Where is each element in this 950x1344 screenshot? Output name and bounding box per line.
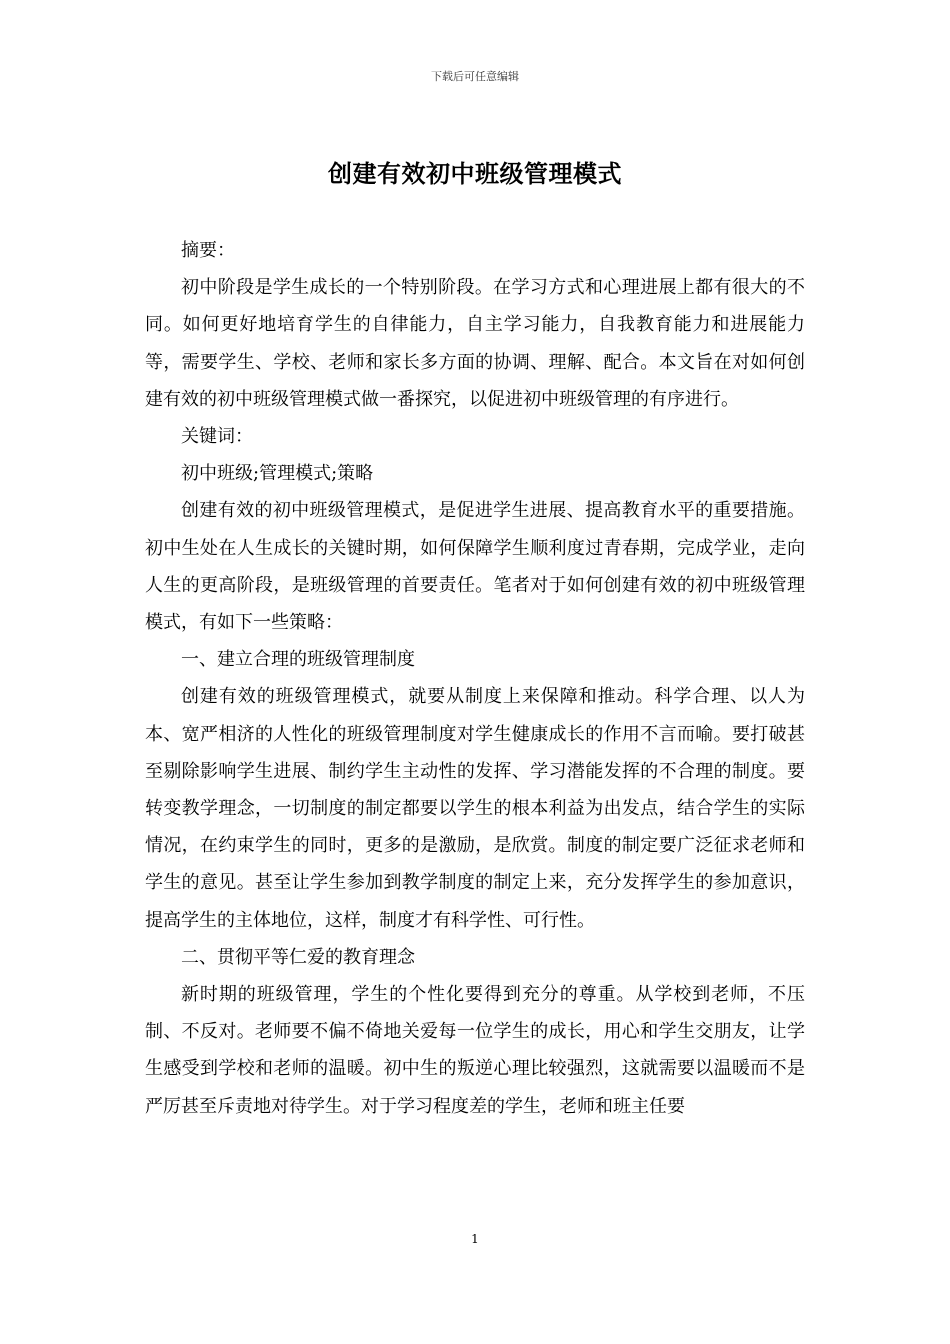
abstract-label: 摘要：: [181, 240, 235, 261]
keywords-label: 关键词：: [181, 426, 253, 448]
page-number: 1: [471, 1232, 479, 1246]
section-1-heading: 一、建立合理的班级管理制度: [181, 649, 415, 671]
document-title: 创建有效初中班级管理模式: [328, 159, 622, 188]
section-1-paragraph: 创建有效的班级管理模式，就要从制度上来保障和推动。科学合理、以人为本、宽严相济的人性化的班级管理制度对学生健康成长的作用不言而喻。要打破甚至剔除影响学生进展、制约学生主动性的发挥、学习潜能发挥的不合理的制度。要转变教学理念，一切制度的制定都要以学生的根本利益为出发点，结合学生的实际情况，在约束学生的同时，更多的是激励，是欣赏。制度的制定要广泛征求老师和学生的意见。甚至让学生参加到教学制度的制定上来，充分发挥学生的参加意识，提高学生的主体地位，这样，制度才有科学性、可行性。: [145, 686, 805, 931]
document-body: [145, 232, 805, 1125]
keywords-paragraph: 初中班级;管理模式;策略: [181, 463, 374, 485]
page-header: 下载后可任意编辑: [431, 70, 519, 83]
section-2-paragraph: 新时期的班级管理，学生的个性化要得到充分的尊重。从学校到老师，不压制、不反对。老师要不偏不倚地关爱每一位学生的成长，用心和学生交朋友，让学生感受到学校和老师的温暖。初中生的叛逆心理比较强烈，这就需要以温暖而不是严厉甚至斥责地对待学生。对于学习程度差的学生，老师和班主任要: [145, 984, 805, 1117]
intro-paragraph: 创建有效的初中班级管理模式，是促进学生进展、提高教育水平的重要措施。初中生处在人生成长的关键时期，如何保障学生顺利度过青春期，完成学业，走向人生的更高阶段，是班级管理的首要责任。笔者对于如何创建有效的初中班级管理模式，有如下一些策略：: [145, 500, 805, 634]
abstract-paragraph: 初中阶段是学生成长的一个特别阶段。在学习方式和心理进展上都有很大的不同。如何更好地培育学生的自律能力，自主学习能力，自我教育能力和进展能力等，需要学生、学校、老师和家长多方面的协调、理解、配合。本文旨在对如何创建有效的初中班级管理模式做一番探究，以促进初中班级管理的有序进行。: [145, 277, 805, 410]
section-2-heading: 二、贯彻平等仁爱的教育理念: [181, 946, 415, 968]
